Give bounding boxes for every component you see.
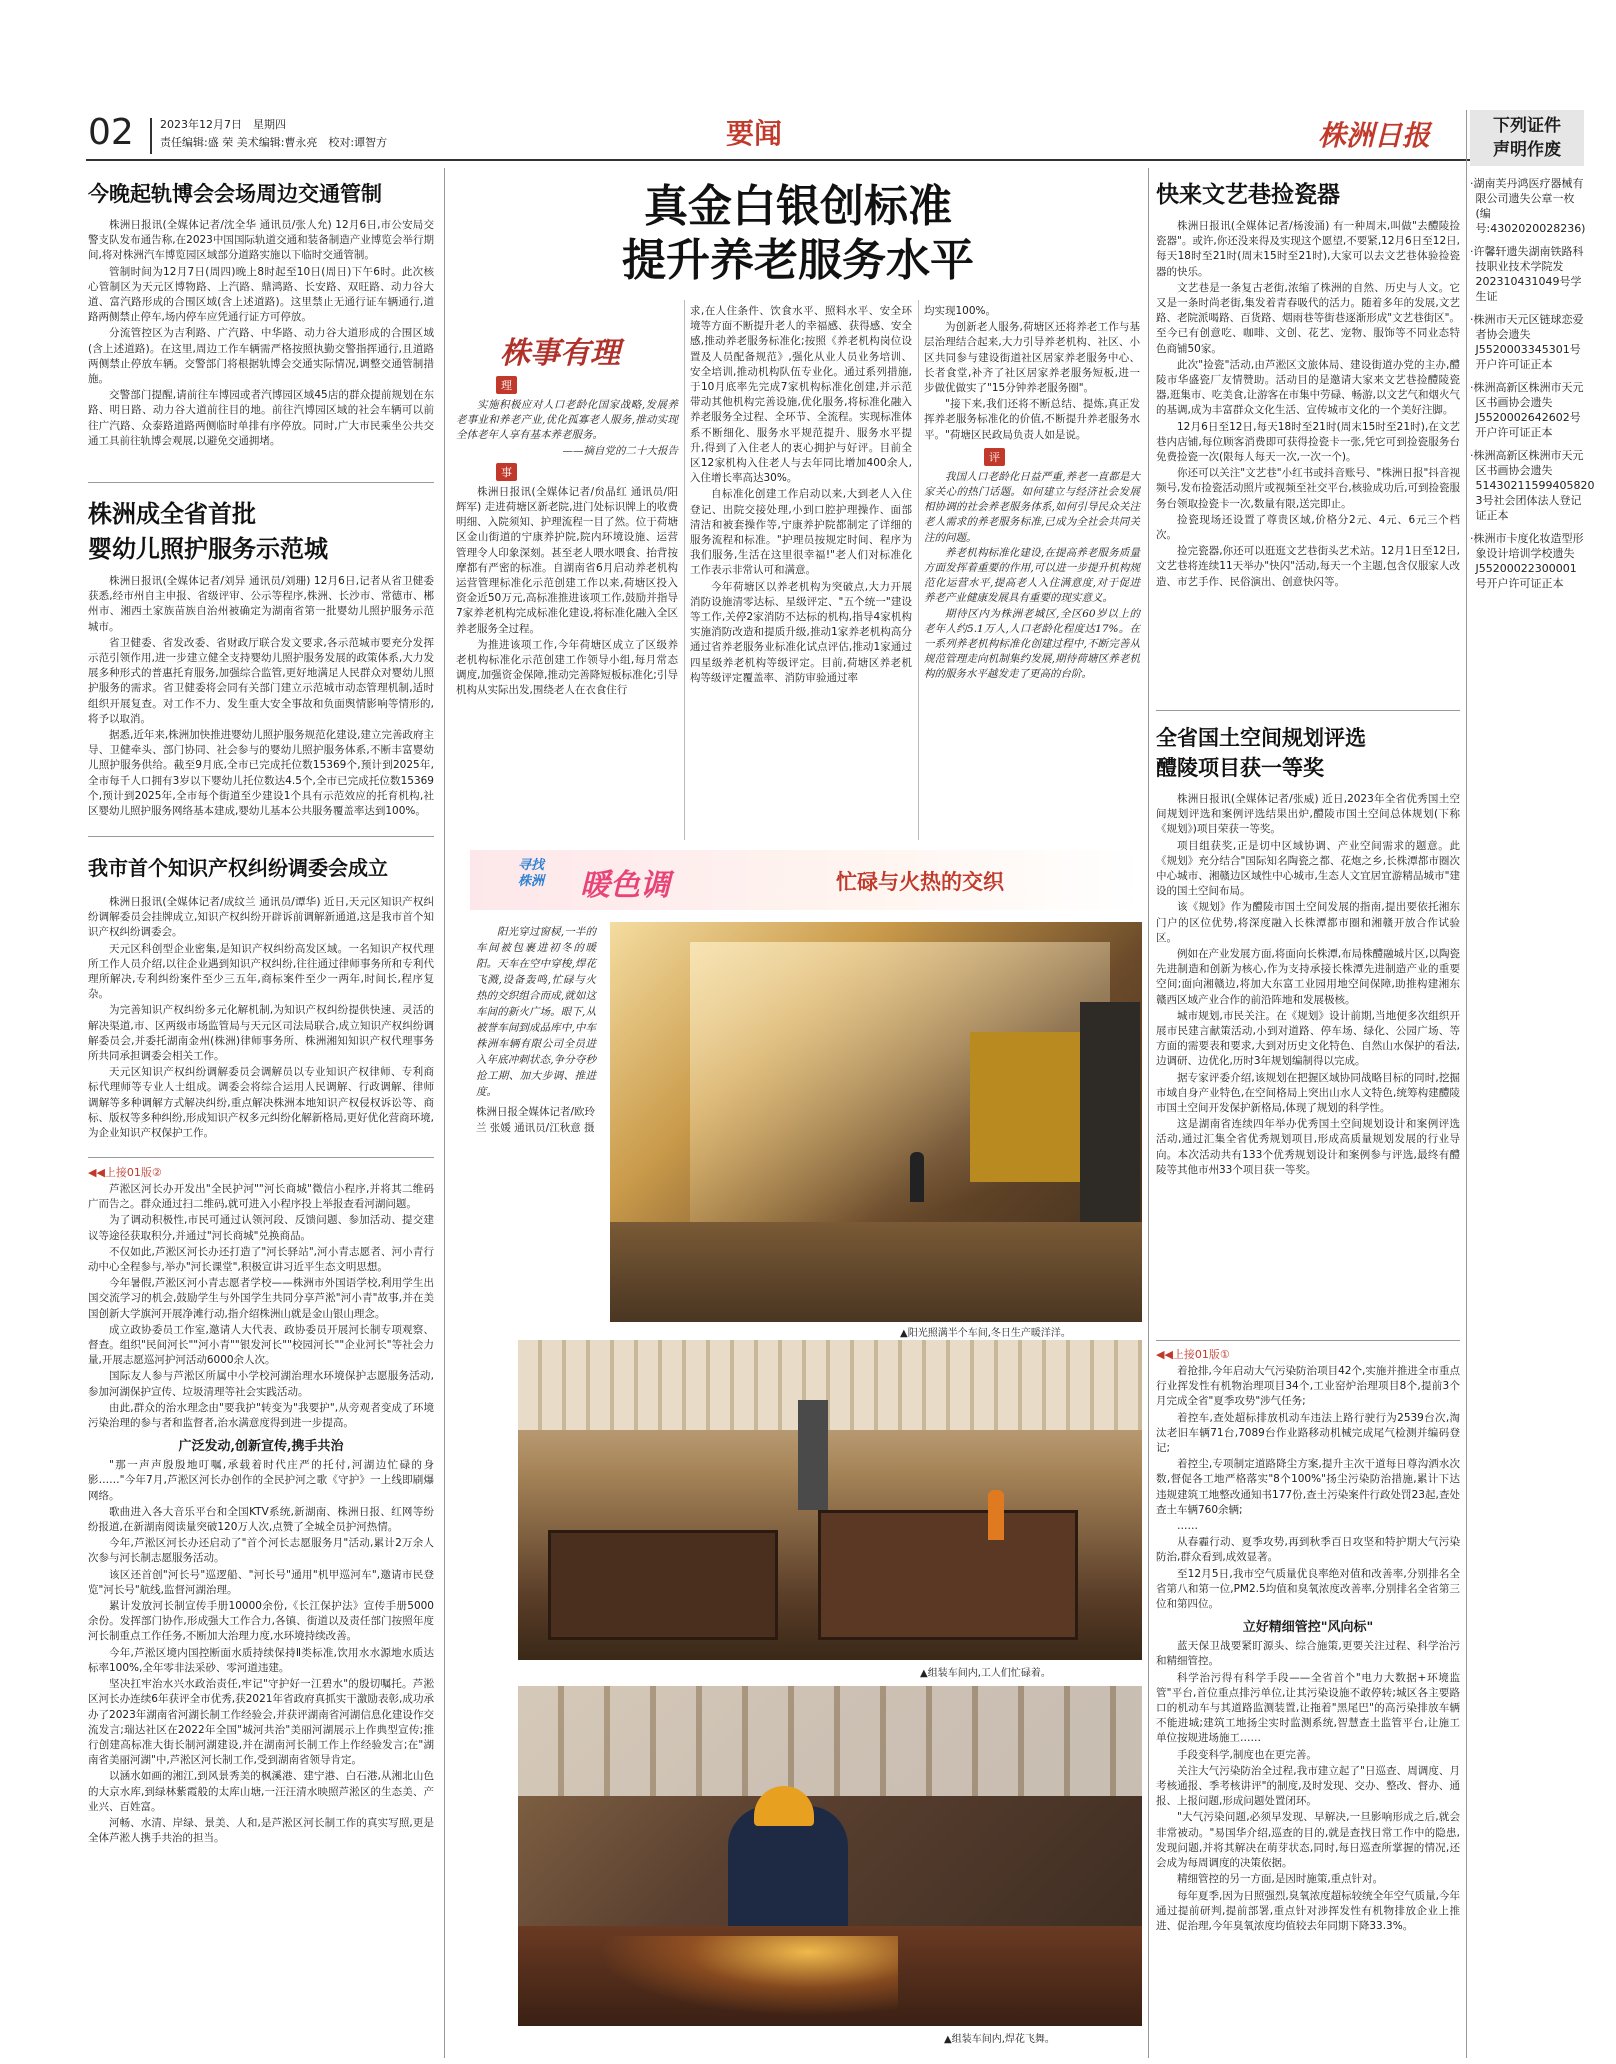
paragraph: ……: [1177, 1520, 1198, 1533]
paragraph: 芦淞区河长办开发出"全民护河""河长商城"微信小程序,并将其二维码广而告之。群众通过扫二维码,就可进入小程序投上举报查看河湖问题。: [88, 1183, 434, 1211]
section-title: 要闻: [726, 117, 783, 150]
lead-headline: [456, 180, 1140, 288]
paragraph: 株洲日报讯(全媒体记者/沈全华 通讯员/张人允) 12月6日,市公安局交警支队发布通告称,在2023中国国际轨道交通和装备制造产业博览会举行期间,将对株洲汽车博览园区域部分道路实施以下临时交通管制。: [88, 219, 434, 262]
lead-subcol-mid: [690, 304, 912, 687]
paragraph: 你还可以关注"文艺巷"小红书或抖音账号、"株洲日报"抖音视频号,发布捡瓷活动照片或视频至社交平台,核验成功后,可到捡瓷服务台领取捡瓷卡一次,数量有限,送完即止。: [1156, 467, 1461, 510]
page-number: 02: [88, 112, 134, 153]
notice-header: 下列证件 声明作废: [1470, 110, 1584, 166]
feature-banner: [470, 850, 1142, 910]
brand-small: 寻找 株洲: [518, 858, 545, 889]
paragraph: 自标准化创建工作启动以来,大到老人入住登记、出院交接处理,小到口腔护理操作、面部清洁和被套操作等,宁康养护院都制定了详细的服务流程和标准。"护理员按规定时间、程序为我们服务,生活在这里很幸福!"老人们对标准化工作表示非常认可和满意。: [690, 488, 912, 577]
paragraph: "那一声声殷殷地叮嘱,承载着时代庄严的托付,河湖边忙碌的身影……"今年7月,芦淞区河长办创作的全民护河之歌《守护》一上线即刷爆网络。: [88, 1459, 434, 1502]
date-line: 2023年12月7日 星期四: [160, 118, 286, 131]
factory-photo-3: [518, 1686, 1142, 2026]
tag-ping: 评: [984, 448, 1005, 466]
column-rule: [918, 300, 919, 840]
commentary: 我国人口老龄化日益严重,养老一直都是大家关心的热门话题。如何建立与经济社会发展相协调的社会养老服务体系,如何引导民众关注老人需求的养老服务标准,已成为全社会共同关注的问题。: [924, 470, 1140, 544]
headline: 婴幼儿照护服务示范城: [88, 534, 328, 563]
tag-shi: 事: [496, 463, 517, 481]
article-porcelain: [1156, 170, 1460, 591]
machine-dark: [1080, 1002, 1140, 1242]
headline: 全省国土空间规划评选: [1156, 725, 1366, 750]
floor: [610, 1222, 1142, 1322]
article-rule: [88, 836, 434, 837]
article-air: [1156, 1346, 1460, 1935]
paragraph: 由此,群众的治水理念由"要我护"转变为"我要护",从旁观者变成了环境污染治理的参与者和监督者,治水满意度得到进一步提高。: [88, 1401, 434, 1430]
lead-subcol-left: [456, 294, 678, 700]
jump-line: ◀◀上接01版①: [1156, 1348, 1230, 1361]
paragraph: 从春霾行动、夏季攻势,再到秋季百日攻坚和特护期大气污染防治,群众看到,成效显著。: [1156, 1536, 1460, 1564]
notice-item: ·株洲市卡度化妆造型形象设计培训学校遗失J55200022300001号开户许可证正本: [1470, 532, 1584, 590]
column-rule: [1466, 110, 1467, 2058]
headline: 株洲成全省首批: [88, 499, 256, 528]
paper-logo: 株洲日报: [1318, 119, 1431, 152]
paragraph: 株洲日报讯(全媒体记者/张威) 近日,2023年全省优秀国土空间规划评选和案例评选结果出炉,醴陵市国土空间总体规划(下称《规划》)项目荣获一等奖。: [1156, 793, 1460, 836]
sparks: [598, 1936, 898, 2016]
column-rule: [444, 168, 445, 2058]
paragraph: 关注大气污染防治全过程,我市建立起了"日巡查、周调度、月考核通报、季考核讲评"的制度,及时发现、交办、整改、督办、通报、上报问题,形成问题处置闭环。: [1156, 1764, 1460, 1808]
paragraph: 捡瓷现场还设置了尊贵区域,价格分2元、4元、6元三个档次。: [1156, 513, 1460, 542]
paragraph: 为创新老人服务,荷塘区还将养老工作与基层治理结合起来,大力引导养老机构、社区、小区共同参与建设街道社区居家养老服务中心、长者食堂,补齐了社区居家养老服务短板,进一步做优做实了"15分钟养老服务圈"。: [924, 321, 1140, 395]
window-light: [518, 1686, 1142, 1796]
paragraph: 文艺巷是一条复古老街,浓缩了株洲的自然、历史与人文。它又是一条时尚老街,集发着青春吸代的活力。随着多年的发展,文艺路、老院派喝路、百货路、烟雨巷等街巷逐渐形成"文艺巷街区"。至今已有创意吃、咖啡、文创、花艺、宠物、服饰等不同业态特色商铺50家。: [1156, 281, 1460, 355]
paragraph: 据悉,近年来,株洲加快推进婴幼儿照护服务规范化建设,建立完善政府主导、卫健牵头、部门协同、社会参与的婴幼儿照护服务体系,不断丰富婴幼儿照护服务供给。截至9月底,全市已完成托位数15369个,预计到2025年,全市每千人口拥有3岁以下婴幼儿托位数达4.5个,全市已完成托位数15369个,预计到2025年,全市每个街道至少建设1个具有示范效应的托育机构,社区婴幼儿照护服务网络基本建成,婴幼儿基本公共服务覆盖率达到100%。: [88, 729, 435, 818]
headline: 醴陵项目获一等奖: [1156, 755, 1324, 780]
paragraph: 捡完瓷器,你还可以逛逛文艺巷街头艺术站。12月1日至12日,文艺巷将连续11天举办"快闪"活动,每天一个主题,包含仅服家人改造、市艺手作、民俗演出、创意快闪等。: [1156, 545, 1460, 588]
worker: [910, 1152, 924, 1202]
paragraph: 省卫健委、省发改委、省财政厅联合发文要求,各示范城市要充分发挥示范引领作用,进一步建立健全支持婴幼儿照护服务发展的政策体系,大力发展多种形式的普惠托育服务,加强综合监管,更好地满足人民群众对婴幼儿照护服务的需求。省卫健委将会同有关部门建立示范城市动态管理机制,适时组织开展复查。对工作不力、发生重大安全事故和负面舆情影响等情形的,将予以取消。: [88, 636, 434, 725]
paragraph: 管制时间为12月7日(周四)晚上8时起至10日(周日)下午6时。此次核心管制区为天元区博物路、上汽路、鼎鸿路、长安路、双旺路、动力谷大道、富汽路形成的合围区域(含上述道路)。这里禁止无通行证车辆通行,道路两侧禁止停车,场内停车应凭通行证方可停放。: [88, 265, 434, 324]
paragraph: 株洲日报讯(全媒体记者/成纹兰 通讯员/谭华) 近日,天元区知识产权纠纷调解委员会挂牌成立,知识产权纠纷开辟诉前调解新通道,这是我市首个知识产权纠纷调委会。: [88, 896, 434, 939]
paragraph: 着控车,查处超标排放机动车违法上路行驶行为2539台次,淘汰老旧车辆71台,7089台作业路移动机械完成尾气检测并编码登记;: [1156, 1411, 1460, 1455]
headline: 快来文艺巷捡瓷器: [1156, 181, 1340, 208]
jump-line: ◀◀上接01版②: [88, 1166, 162, 1179]
subheading: 广泛发动,创新宣传,携手共治: [178, 1439, 344, 1455]
factory-photo-1: [610, 922, 1142, 1322]
headline-line: 真金白银创标准: [644, 181, 952, 232]
poem-text: 阳光穿过窗棂,一半的车间被包裹进初冬的暖阳。天车在空中穿梭,焊花飞溅,设备轰鸣,忙碌与火热的交织组合而成,就如这车间的新火广场。眼下,从被誉车间到成品库中,中车株洲车辆有限公司全员进入年底冲刺状态,争分夺秒抢工期、加大步调、推进度。: [476, 926, 596, 1098]
paragraph: 交警部门提醒,请前往车博园或者汽博园区域45店的群众提前规划在东路、明日路、动力谷大道前往目的地。前往汽博园区域的社会车辆可以前往广汽路、众泰路道路两侧临时单排有序停放。同时,广大市民乘坐公共交通工具前往轨博会观展,以避免交通拥堵。: [88, 389, 434, 447]
paragraph: 歌曲进入各大音乐平台和全国KTV系统,新湖南、株洲日报、红网等纷纷报道,在新湖南阅读量突破120万人次,点赞了全城全员护河热情。: [88, 1505, 434, 1534]
header-divider: [150, 118, 152, 154]
notice-item: ·株洲市天元区链球恋爱者协会遗失J5520003345301号开户许可证正本: [1470, 313, 1584, 371]
article-childcare: [88, 490, 434, 820]
frame-right: [818, 1510, 1078, 1640]
notice-item: ·湖南芙丹鸿医疗器械有限公司遗失公章一枚(编号:4302020028236): [1470, 177, 1586, 235]
paragraph: 为完善知识产权纠纷多元化解机制,为知识产权纠纷提供快速、灵活的解决渠道,市、区两级市场监管局与天元区司法局联合,成立知识产权纠纷调解委员会,并委托湖南金州(株洲)律师事务所、株洲湘知知识产权代理事务所共同承担调委会相关工作。: [88, 1004, 434, 1063]
worker: [988, 1490, 1004, 1540]
machine-yellow: [970, 1032, 1080, 1182]
crane: [798, 1400, 828, 1510]
paragraph: 分流管控区为吉利路、广汽路、中华路、动力谷大道形成的合围区域(含上述道路)。在这里,周边工作车辆需严格按照执勤交警指挥通行,且道路两侧禁止停放车辆。交警部门将根据轨博会交通实际情况,调整交通管制措施。: [88, 327, 434, 386]
column-rule: [684, 300, 685, 840]
paragraph: 株洲日报讯(全媒体记者/刘异 通讯员/刘珊) 12月6日,记者从省卫健委获悉,经市州自主申报、省级评审、公示等程序,株洲、长沙市、常德市、郴州市、湘西土家族苗族自治州被确定为湖南省第一批婴幼儿照护服务示范城市。: [88, 575, 434, 633]
paragraph: 这是湖南省连续四年举办优秀国土空间规划设计和案例评选活动,通过汇集全省优秀规划项目,形成高质量规划发展的行业导向。本次活动共有133个优秀规划设计和案例参与评选,最终有醴陵等其他市州33个项目获一等奖。: [1156, 1118, 1460, 1176]
article-traffic: [88, 172, 434, 450]
commentary: 养老机构标准化建设,在提高养老服务质量方面发挥着重要的作用,可以进一步提升机构规范化运营水平,提高老人入住满意度,对于促进养老产业健康发展具有重要的现实意义。: [924, 546, 1140, 605]
quote-source: ——摘自党的二十大报告: [562, 444, 678, 457]
notice-item: ·株洲高新区株洲市天元区书画协会遗失J5520002642602号开户许可证正本: [1470, 381, 1584, 439]
paragraph: 求,在人住条件、饮食水平、照料水平、安全环境等方面不断提升老人的幸福感、获得感、安全感,推动养老服务标准化;按照《养老机构岗位设置及人员配备规范》,强化从业人员业务培训、安全培训,推动机构队伍专业化。通过系列措施,于10月底率先完成7家机构标准化创建,并示范带动其他机构完善设施,优化服务,将标准化融入养老服务全过程、全环节、全流程。实现标准体系不断细化、服务水平规范提升、服务水平提升,得到了入住老人的衷心拥护与好评。目前全区12家机构入住老人与去年同比增加400余人,入住增长率高达30%。: [690, 305, 912, 485]
article-rule: [1156, 710, 1460, 711]
photo-credit: 株洲日报全媒体记者/欧玲兰 张媛 通讯员/江秋意 摄: [476, 1106, 596, 1134]
paragraph: 不仅如此,芦淞区河长办还打造了"河长驿站",河小青志愿者、河小青行动中心全程参与,举办"河长课堂",积极宣讲习近平生态文明思想。: [88, 1245, 434, 1274]
paragraph: 株洲日报讯(全媒体记者/杨浚涌) 有一种周末,叫做"去醴陵捡瓷器"。或许,你还没来得及实现这个愿望,不要紧,12月6日至12日,每天18时至21时(周末15时至21时),大家可以去文艺巷体验捡瓷器的快乐。: [1156, 220, 1460, 278]
subheading: 立好精细管控"风向标": [1242, 1620, 1374, 1636]
paragraph: 项目组获奖,正是切中区域协调、产业空间需求的题意。此《规划》充分结合"国际知名陶瓷之都、花炮之乡,长株潭都市圈次中心城市、湘赣边区域性中心城市,生态人文宜居宜游精品城市"建设的国土空间布局。: [1156, 839, 1460, 898]
paragraph: "大气污染问题,必须早发现、早解决,一旦影响形成之后,就会非常被动。"易国华介绍,巡查的目的,就是查找日常工作中的隐患,发现问题,并将其解决在萌芽状态,同时,每日巡查所掌握的情况,还会成为每周调度的决策依据。: [1156, 1811, 1460, 1870]
paragraph: 例如在产业发展方面,将面向长株潭,布局株醴融城片区,以陶瓷先进制造和创新为核心,作为支持承接长株潭先进制造产业的重要空间;面向湘赣边,将加大东富工业园用地空间保障,助推构建湘东赣西区域产业合作的前沿阵地和发展极核。: [1156, 948, 1461, 1006]
paragraph: 科学治污得有科学手段——全省首个"电力大数据+环境监管"平台,首位重点排污单位,让其污染设施不敢停转;城区各主要路口的机动车与其道路监测装置,让拖着"黑尾巴"的高污染排放车辆不能进城;建筑工地扬尘实时监测系统,智慧查土监管平台,让施工单位按规进场施工……: [1156, 1671, 1460, 1745]
article-rule: [88, 482, 434, 483]
paragraph: 累计发放河长制宣传手册10000余份,《长江保护法》宣传手册5000余份。发挥部门协作,形成强大工作合力,各镇、街道以及责任部门按照年度河长制重点工作任务,不断加大治理力度,水环境持续改善。: [88, 1600, 434, 1643]
feature-poem: [476, 924, 596, 1136]
column-banner: 株事有理: [500, 336, 620, 371]
article-planning: [1156, 718, 1460, 1179]
paragraph: 今年荷塘区以养老机构为突破点,大力开展消防设施清零达标、星级评定、"五个统一"建设等工作,关停2家消防不达标的机构,指导4家机构实施消防改造和提质升级,推动1家养老机构高分通过省养老服务业标准化试点评估,推动1家通过四星级养老机构等级评定。目前,荷塘区养老机构等级评定覆盖率、消防审验通过率: [690, 580, 912, 684]
paragraph: 坚决扛牢治水兴水政治责任,牢记"守护好一江碧水"的殷切嘱托。芦淞区河长办连续6年获评全市优秀,获2021年省政府真抓实干激励表彰,成功承办了2023年湖南省河湖长制工作经验会,并获评湖南省河湖信息化建设作交流发言;瑞达社区在2022年全国"城河共治"美丽河湖展示上作典型宣传;推行创建高标准大街长制河湖建设,并在湖南河长制工作上作经验发言;在"湖南省美丽河湖"中,芦淞区河长制工作,受到湖南省领导肯定。: [88, 1678, 434, 1767]
paragraph: 着抢排,今年启动大气污染防治项目42个,实施并推进全市重点行业挥发性有机物治理项目34个,工业窑炉治理项目8个,提前3个月完成全省"夏季攻势"涉气任务;: [1156, 1365, 1460, 1408]
paragraph: 今年暑假,芦淞区河小青志愿者学校——株洲市外国语学校,利用学生出国交流学习的机会,鼓励学生与外国学生共同分享芦淞"河小青"故事,并在美国创新大学旗河开展净滩行动,指介绍株洲山就是金山银山理念。: [88, 1277, 434, 1320]
paragraph: 为推进该项工作,今年荷塘区成立了区级养老机构标准化示范创建工作领导小组,每月常态调度,加强资金保障,推动完善降短板标准化;引导机构从实际出发,围绕老人在衣食住行: [456, 638, 678, 697]
paragraph: 均实现100%。: [924, 305, 997, 317]
paragraph: 该区还首创"河长号"巡逻船、"河长号"通用"机甲巡河车",邀请市民登览"河长号"航线,监督河湖治理。: [88, 1568, 434, 1596]
commentary: 期待区内为株洲老城区,全区60岁以上的老年人约5.1万人,人口老龄化程度达17%。在一系列养老机构标准化创建过程中,不断完善从规范管理走向机制集约发展,期待荷塘区养老机构的服务水平越发走了更高的台阶。: [924, 607, 1140, 681]
paragraph: 以涵水如画的湘江,到风景秀美的枫溪港、建宁港、白石港,从湘北山色的大京水库,到绿林紫霞般的太库山塘,一汪汪清水映照芦淞区的生态美、产业兴、百姓富。: [88, 1770, 434, 1813]
paragraph: 城市规划,市民关注。在《规划》设计前期,当地便多次组织开展市民建言献策活动,小到对道路、停车场、绿化、公园广场、等方面的需要表和要求,大到对历史文化特色、自然山水保护的看法,边调研、边优化,历时3年规划编制得以完成。: [1156, 1009, 1460, 1068]
factory-photo-2: [518, 1340, 1142, 1660]
photo-caption: ▲组装车间内,工人们忙碌着。: [920, 1668, 1051, 1679]
paragraph: 着控尘,专项制定道路降尘方案,提升主次干道每日尊沟洒水次数,督促各工地严格落实"8个100%"扬尘污染防治措施,累计下达违规建筑工地整改通知书177份,查土污染案件行政处罚23起,查处查土车辆760余辆;: [1156, 1458, 1460, 1516]
paragraph: 今年,芦淞区境内国控断面水质持续保持Ⅱ类标准,饮用水水源地水质达标率100%,全年零非法采砂、零河道违建。: [88, 1646, 434, 1674]
paragraph: 天元区科创型企业密集,是知识产权纠纷高发区域。一名知识产权代理所工作人员介绍,以往企业遇到知识产权纠纷,往往通过律师事务所和专利代理所解决,专利纠纷案件至少三五年,商标案件至少一两年,时间长,程序复杂。: [88, 942, 434, 1001]
photo-caption: ▲阳光照满半个车间,冬日生产暖洋洋。: [900, 1328, 1071, 1339]
paragraph: 据专家评委介绍,该规划在把握区域协同战略目标的同时,挖掘市域自身产业特色,在空间格局上突出山水人文特色,统筹构建醴陵市国土空间开发保护新格局,体现了规划的科学性。: [1156, 1071, 1460, 1115]
article-river: [88, 1164, 434, 1847]
paragraph: 今年,芦淞区河长办还启动了"首个河长志愿服务月"活动,累计2万余人次参与河长制志愿服务活动。: [88, 1537, 434, 1565]
notice-item: ·株洲高新区株洲市天元区书画协会遗失51430211599405820 3号社会团体法人登记证正本: [1470, 449, 1595, 522]
tag-li: 理: [496, 376, 517, 394]
paragraph: 该《规划》作为醴陵市国土空间发展的指南,提出要依托湘东门户的区位优势,将深度融入长株潭都市圈和湘赣开放合作试验区。: [1156, 901, 1460, 944]
header-rule: [86, 159, 1470, 161]
paragraph: "接下来,我们还将不断总结、提炼,真正发挥养老服务标准化的价值,不断提升养老服务水平。"荷塘区民政局负责人如是说。: [924, 398, 1140, 441]
paragraph: 每年夏季,因为日照强烈,臭氧浓度超标较统全年空气质量,今年通过提前研判,提前部署,重点针对涉挥发性有机物排放企业上推进、促治理,今年臭氧浓度均值较去年同期下降33.3%。: [1156, 1889, 1461, 1932]
column-rule: [1148, 168, 1149, 2058]
feature-title: 忙碌与火热的交织: [836, 869, 1004, 894]
headline-line: 提升养老服务水平: [622, 235, 974, 286]
paragraph: 株洲日报讯(全媒体记者/贠晶红 通讯员/阳辉军) 走进荷塘区新老院,进门处标识牌上的收费明细、入院须知、护理流程一目了然。位于荷塘区金山街道的宁康养护院,院内环境设施、运营管理令人印象深刻。甚至老人喂水喂食、抬背按摩都有严密的标准。自湖南省6月启动养老机构运营管理标准化示范创建工作以来,荷塘区投入资金近50万元,高标准推进该项工作,鼓励并指导7家养老机构完成标准化建设,将标准化融入全区养老服务全过程。: [456, 485, 678, 635]
headline: 今晚起轨博会会场周边交通管制: [88, 181, 382, 206]
editors-line: 责任编辑:盛 荣 美术编辑:曹永亮 校对:谭智方: [160, 136, 388, 149]
lead-subcol-right: [924, 304, 1140, 683]
paragraph: 手段变科学,制度也在更完善。: [1177, 1748, 1317, 1761]
paragraph: 国际友人参与芦淞区所属中小学校河湖治理水环境保护志愿服务活动,参加河湖保护宣传、垃圾清理等社会实践活动。: [88, 1370, 434, 1398]
roof-beams: [518, 1340, 1142, 1430]
paragraph: 为了调动积极性,市民可通过认领河段、反馈问题、参加活动、提交建议等途径获取积分,并通过"河长商城"兑换商品。: [88, 1214, 434, 1242]
headline: 我市首个知识产权纠纷调委会成立: [88, 856, 388, 880]
paragraph: 蓝天保卫战要紧盯源头、综合施策,更要关注过程、科学治污和精细管控。: [1156, 1640, 1460, 1668]
notice-list: [1470, 176, 1595, 599]
frame-left: [548, 1530, 778, 1640]
paragraph: 精细管控的另一方面,是因时施策,重点针对。: [1177, 1873, 1384, 1886]
notice-item: ·许馨轩遗失湖南铁路科技职业技术学院发202310431049号学生证: [1470, 245, 1584, 303]
paragraph: 成立政协委员工作室,邀请人大代表、政协委员开展河长制专项观察、督查。组织"民间河长""河小青""银发河长""校园河长""企业河长"等社会力量,开展志愿巡河护河活动6000余人次。: [88, 1323, 434, 1367]
paragraph: 河畅、水清、岸绿、景美、人和,是芦淞区河长制工作的真实写照,更是全体芦淞人携手共治的担当。: [88, 1816, 434, 1845]
paragraph: 至12月5日,我市空气质量优良率绝对值和改善率,分别排名全省第八和第一位,PM2.5均值和臭氧浓度改善率,分别排名全省第三位和第四位。: [1156, 1567, 1460, 1611]
paragraph: 12月6日至12日,每天18时至21时(周末15时至21时),在文艺巷内店铺,每位顾客消费即可获得捡瓷卡一张,凭它可到捡瓷服务台免费捡瓷一次(限每人每天一次,一次一个)。: [1156, 420, 1460, 464]
paragraph: 此次"捡瓷"活动,由芦淞区文旅体局、建设街道办党的主办,醴陵市华盛瓷厂友情赞助。活动目的是邀请大家来文艺巷捡醴陵瓷器,逛集市、吃美食,让游客在市集中劳碌、畅游,以文艺气和烟火气的基调,成为丰富群众文化生活、宣传城市文化的一个美好注脚。: [1156, 358, 1461, 417]
photo-caption: ▲组装车间内,焊花飞舞。: [944, 2034, 1055, 2045]
article-rule: [1156, 1340, 1460, 1341]
paragraph: 天元区知识产权纠纷调解委员会调解员以专业知识产权律师、专利商标代理师等专业人士组成。调委会将综合运用人民调解、行政调解、律师调解等多种调解方式解决纠纷,重点解决株洲本地知识产权侵权诉讼等、商标、版权等多种纠纷,形成知识产权多元纠纷化解新格局,更好优化营商环境,为企业知识产权保护工作。: [88, 1066, 435, 1140]
article-rule: [88, 1157, 434, 1158]
article-ip: [88, 846, 434, 1142]
quote: 实施积极应对人口老龄化国家战略,发展养老事业和养老产业,优化孤寡老人服务,推动实现全体老年人享有基本养老服务。: [456, 399, 678, 442]
brand-big: 暖色调: [580, 868, 670, 903]
